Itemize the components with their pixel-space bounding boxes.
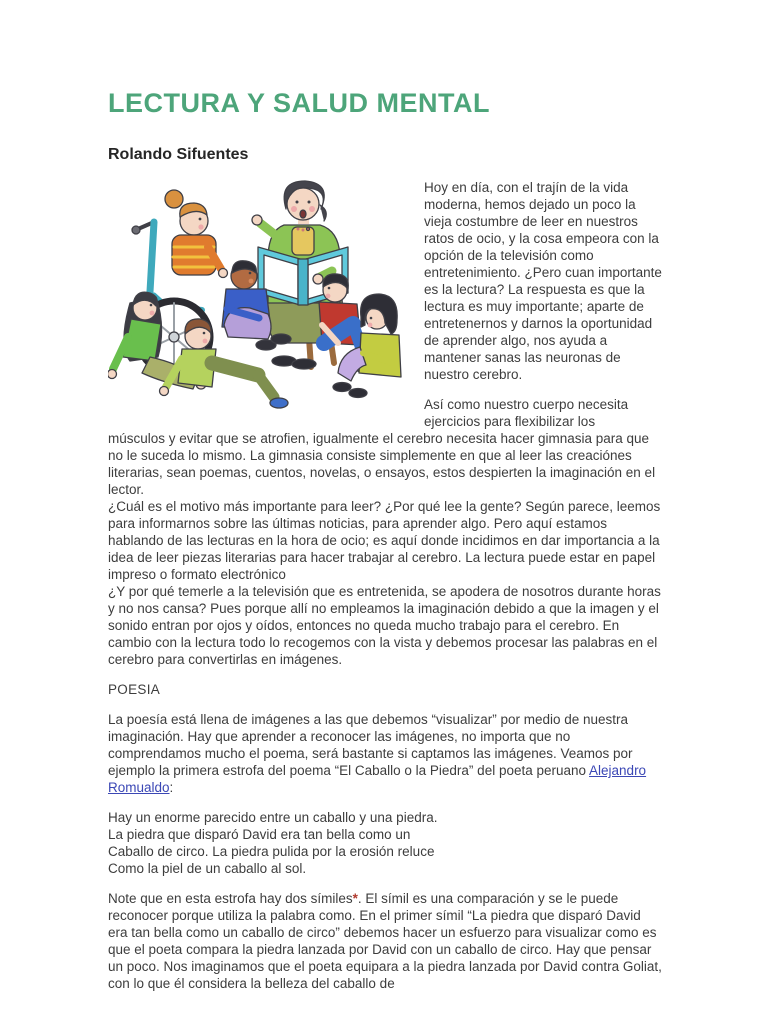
paragraph-why-read: ¿Cuál es el motivo más importante para leer? ¿Por qué lee la gente? Según parece, leemos para informarnos sobre las últimas noticias, para aprender algo. Pero aquí estamos hablando de las lecturas en la hora de ocio; es aquí donde incidimos en dar importancia a la idea de leer piezas literarias para hacer trabajar al cerebro. La lectura puede estar en papel impreso o formato electrónico xyxy=(108,499,661,582)
paragraph-intro: Hoy en día, con el trajín de la vida moderna, hemos dejado un poco la vieja costumbre de leer en nuestros ratos de ocio, y la cosa empeora con la opción de la televisión como entretenimiento. ¿Pero cuan importante es la lectura? La respuesta es que la lectura es muy importante; aparte de entretenernos y darnos la oportunidad de aprender algo, nos ayuda a mantener sanas las neuronas de nuestro cerebro. xyxy=(424,180,662,382)
story-time-illustration xyxy=(108,177,414,430)
paragraph-television: ¿Y por qué temerle a la televisión que es entretenida, se apodera de nosotros durante horas y no nos cansa? Pues porque allí no empleamos la imaginación debido a que la imagen y el sonido entran por ojos y oídos, entonces no queda mucho trabajo para el cerebro. En cambio con la lectura todo lo recogemos con la vista y debemos procesar las palabras en el cerebro para convertirlas en imágenes. xyxy=(108,584,661,667)
author-name: Rolando Sifuentes xyxy=(108,146,249,163)
page-title: LECTURA Y SALUD MENTAL xyxy=(108,88,490,118)
poesia-text: La poesía está llena de imágenes a las que debemos “visualizar” por medio de nuestra imaginación. Hay que aprender a reconocer las imágenes, no importa que no comprendamos mucho el poema, será bastante si captamos las imágenes. Veamos por ejemplo la primera estrofa del poema “El Caballo o la Piedra” del poeta peruano xyxy=(108,712,633,778)
note-text-cont: . El símil es una comparación y se le puede reconocer porque utiliza la palabra como. En el primer símil “La piedra que disparó David era tan bella como un caballo de circo” debemos hacer un esfuerzo para visualizar como es que el poeta compara la piedra lanzada por David con un caballo de circo. Hay que pensar un poco. Nos imaginamos que el poeta equipara a la piedra lanzada por David contra Goliat, con lo que él considera la belleza del caballo de xyxy=(108,891,662,991)
poem-line: La piedra que disparó David era tan bella como un xyxy=(108,827,411,842)
poesia-colon: : xyxy=(169,780,174,795)
paragraph-body-cont: músculos y evitar que se atrofien, igualmente el cerebro necesita hacer gimnasia para que no le suceda lo mismo. La gimnasia consiste simplemente en que al leer las creaciónes literarias, sean poemas, cuentos, novelas, o ensayos, estos despierten la imaginación en el lector. xyxy=(108,431,656,497)
article-body xyxy=(108,430,662,992)
section-heading-poesia: POESIA xyxy=(108,682,161,697)
poem-line: Hay un enorme parecido entre un caballo y una piedra. xyxy=(108,810,438,825)
poem-line: Como la piel de un caballo al sol. xyxy=(108,861,307,876)
paragraph-simile-note xyxy=(108,890,662,992)
paragraph-poesia xyxy=(108,711,662,796)
wheelchair-girl xyxy=(165,190,228,278)
story-time-illustration-svg xyxy=(108,177,414,423)
poem-line: Caballo de circo. La piedra pulida por la erosión reluce xyxy=(108,844,435,859)
note-text: Note que en esta estrofa hay dos símiles xyxy=(108,891,353,906)
intro-column xyxy=(424,177,662,430)
footnote-asterisk: * xyxy=(352,891,358,906)
author-link[interactable]: Alejandro Romualdo xyxy=(108,763,647,795)
paragraph-body-start: Así como nuestro cuerpo necesita ejercicios para flexibilizar los xyxy=(424,397,629,429)
poem-stanza xyxy=(108,809,662,877)
